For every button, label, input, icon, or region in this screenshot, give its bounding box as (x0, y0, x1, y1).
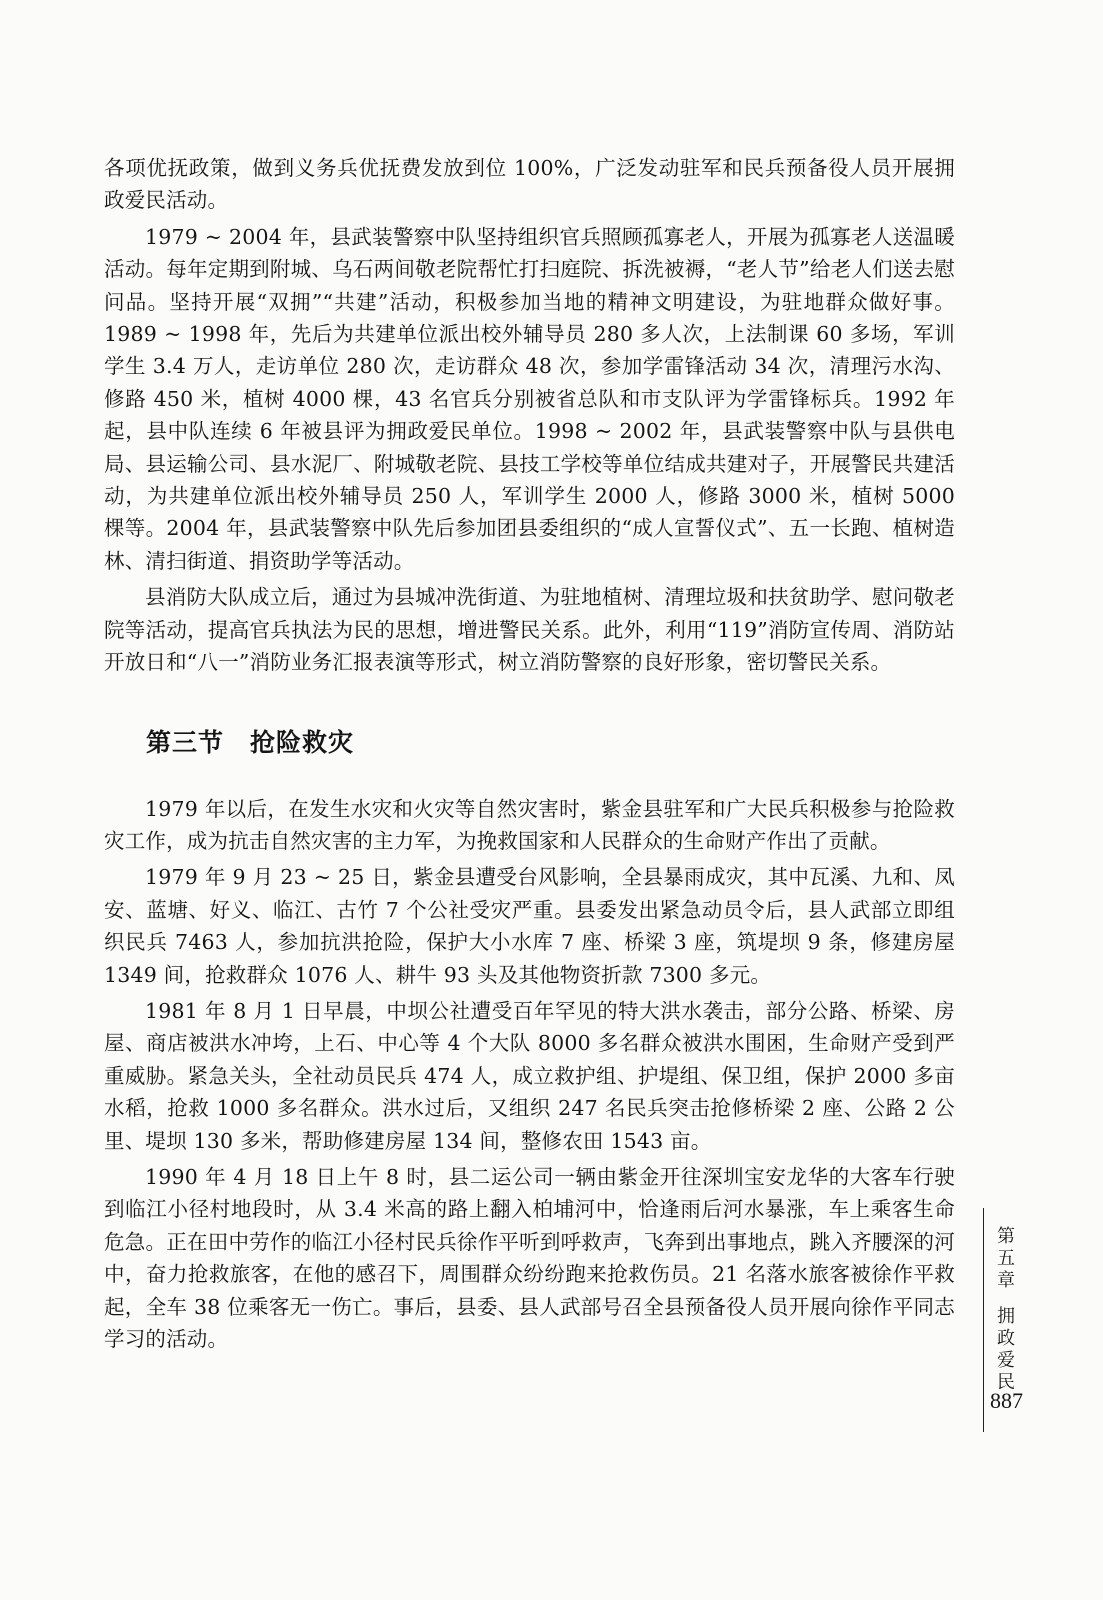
chapter-margin-label (993, 1226, 1019, 1394)
paragraph-armed-police: 1979 ~ 2004 年，县武装警察中队坚持组织官兵照顾孤寡老人，开展为孤寡老人送温暖活动。每年定期到附城、乌石两间敬老院帮忙打扫庭院、拆洗被褥，“老人节”给老人们送去慰问品。坚持开展“双拥”“共建”活动，积极参加当地的精神文明建设，为驻地群众做好事。1989 ~ 1998 年，先后为共建单位派出校外辅导员 280 多人次，上法制课 60 多场，军训学生 3.4 万人，走访单位 280 次，走访群众 48 次，参加学雷锋活动 34 次，清理污水沟、修路 450 米，植树 4000 棵，43 名官兵分别被省总队和市支队评为学雷锋标兵。1992 年起，县中队连续 6 年被县评为拥政爱民单位。1998 ~ 2002 年，县武装警察中队与县供电局、县运输公司、县水泥厂、附城敬老院、县技工学校等单位结成共建对子，开展警民共建活动，为共建单位派出校外辅导员 250 人，军训学生 2000 人，修路 3000 米，植树 5000 棵等。2004 年，县武装警察中队先后参加团县委组织的“成人宣誓仪式”、五一长跑、植树造林、清扫街道、捐资助学等活动。 (104, 224, 955, 573)
section-heading: 第三节 抢险救灾 (146, 727, 355, 757)
paragraph-1990-bus-rescue: 1990 年 4 月 18 日上午 8 时，县二运公司一辆由紫金开往深圳宝安龙华的大客车行驶到临江小径村地段时，从 3.4 米高的路上翻入柏埔河中，恰逢雨后河水暴涨，车上乘客生命危急。正在田中劳作的临江小径村民兵徐作平听到呼救声，飞奔到出事地点，跳入齐腰深的河中，奋力抢救旅客，在他的感召下，周围群众纷纷跑来抢救伤员。21 名落水旅客被徐作平救起，全车 38 位乘客无一伤亡。事后，县委、县人武部号召全县预备役人员开展向徐作平同志学习的活动。 (104, 1164, 955, 1351)
page-number: 887 (990, 1388, 1023, 1413)
main-text-block (104, 152, 955, 1359)
chapter-title: 拥政爱民 (997, 1306, 1015, 1393)
paragraph-intro-disaster: 1979 年以后，在发生水灾和火灾等自然灾害时，紫金县驻军和广大民兵积极参与抢险救灾工作，成为抗击自然灾害的主力军，为挽救国家和人民群众的生命财产作出了贡献。 (104, 796, 955, 853)
chapter-number: 第五章 (997, 1226, 1015, 1291)
paragraph-1979-typhoon: 1979 年 9 月 23 ~ 25 日，紫金县遭受台风影响，全县暴雨成灾，其中瓦溪、九和、凤安、蓝塘、好义、临江、古竹 7 个公社受灾严重。县委发出紧急动员令后，县人武部立即组织民兵 7463 人，参加抗洪抢险，保护大小水库 7 座、桥梁 3 座，筑堤坝 9 条，修建房屋 1349 间，抢救群众 1076 人、耕牛 93 头及其他物资折款 7300 多元。 (104, 865, 955, 987)
paragraph-1981-flood: 1981 年 8 月 1 日早晨，中坝公社遭受百年罕见的特大洪水袭击，部分公路、桥梁、房屋、商店被洪水冲垮，上石、中心等 4 个大队 8000 多名群众被洪水围困，生命财产受到严重威胁。紧急关头，全社动员民兵 474 人，成立救护组、护堤组、保卫组，保护 2000 多亩水稻，抢救 1000 多名群众。洪水过后，又组织 247 名民兵突击抢修桥梁 2 座、公路 2 公里、堤坝 130 多米，帮助修建房屋 134 间，整修农田 1543 亩。 (104, 998, 955, 1153)
margin-divider (983, 1208, 984, 1432)
paragraph-continued: 各项优抚政策，做到义务兵优抚费发放到位 100%，广泛发动驻军和民兵预备役人员开展拥政爱民活动。 (104, 156, 955, 213)
paragraph-fire-brigade: 县消防大队成立后，通过为县城冲洗街道、为驻地植树、清理垃圾和扶贫助学、慰问敬老院等活动，提高官兵执法为民的思想，增进警民关系。此外，利用“119”消防宣传周、消防站开放日和“八一”消防业务汇报表演等形式，树立消防警察的良好形象，密切警民关系。 (104, 585, 955, 675)
